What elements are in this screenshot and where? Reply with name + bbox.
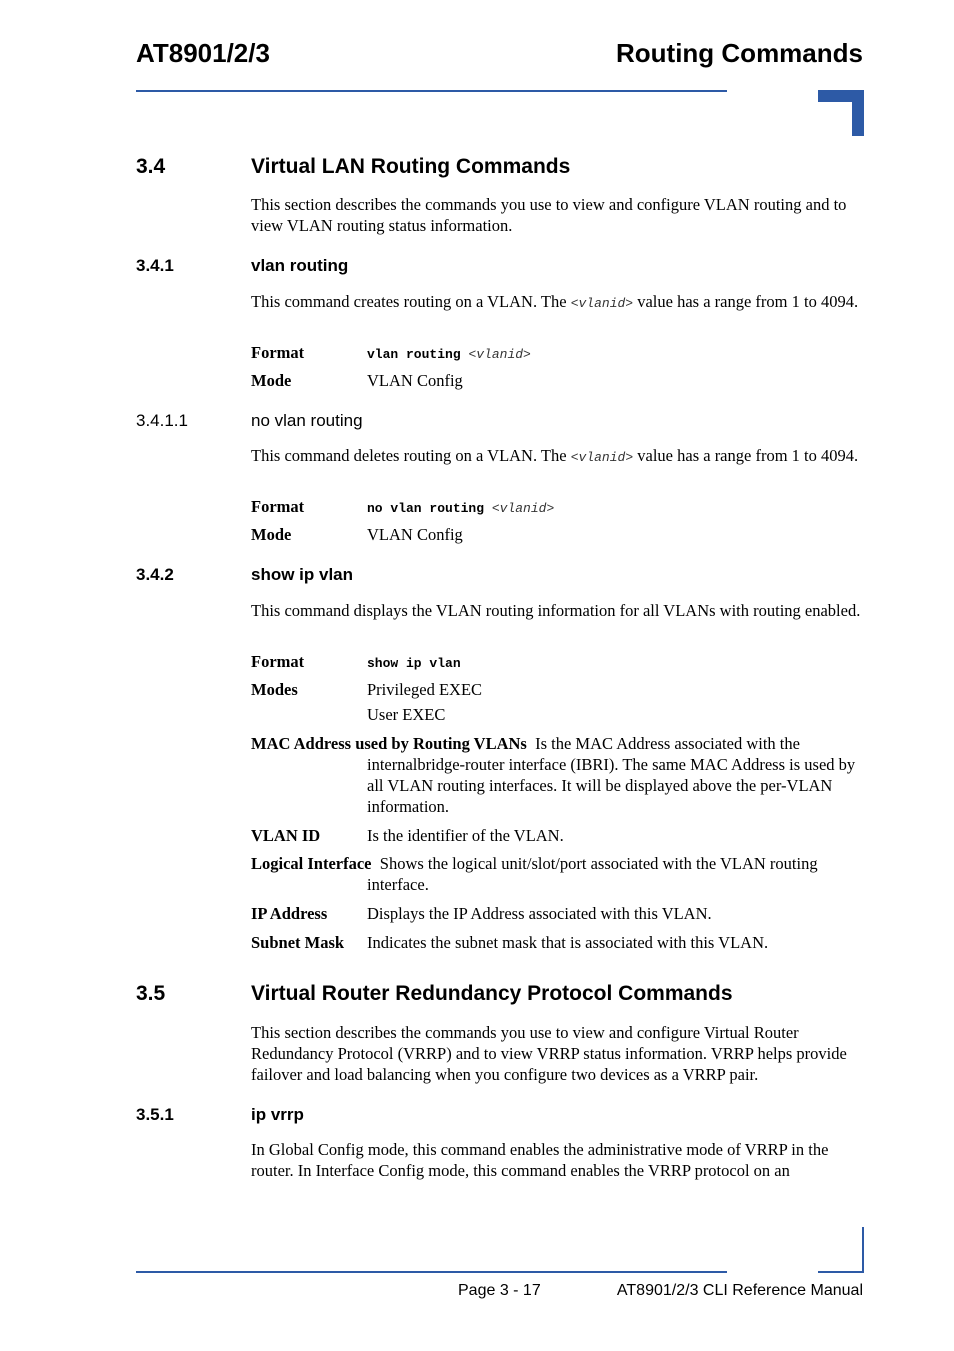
- page-number: Page 3 - 17: [458, 1282, 541, 1299]
- subsection-number: 3.5.1: [136, 1105, 174, 1124]
- format-syntax: no vlan routing <vlanid>: [367, 501, 555, 516]
- subsubsection-title: no vlan routing: [251, 411, 363, 430]
- command-description: This command displays the VLAN routing information for all VLANs with routing enabled.: [251, 601, 861, 620]
- header-chapter: Routing Commands: [616, 38, 863, 68]
- field-def: Is the identifier of the VLAN.: [367, 826, 564, 845]
- field-def: Displays the IP Address associated with this VLAN.: [367, 904, 712, 923]
- field-term: VLAN ID: [251, 826, 321, 845]
- corner-mark-top: [818, 90, 864, 136]
- subsection-title: ip vrrp: [251, 1105, 304, 1124]
- field-term: IP Address: [251, 904, 328, 923]
- section-title: Virtual LAN Routing Commands: [251, 155, 571, 178]
- mode-value: VLAN Config: [367, 371, 463, 390]
- format-label: Format: [251, 652, 305, 671]
- command-description: This command deletes routing on a VLAN. The <vlanid> value has a range from 1 to 4094.: [251, 446, 859, 465]
- subsection-number: 3.4.1: [136, 256, 174, 275]
- format-label: Format: [251, 343, 305, 362]
- subsection-title: show ip vlan: [251, 565, 354, 584]
- section-intro: This section describes the commands you use to view and configure Virtual Router Redundancy Protocol (VRRP) and to view VRRP status information. VRRP helps provide failover and load balancing when you configure two devices as a VRRP pair.: [251, 1023, 847, 1084]
- subsection-number: 3.4.2: [136, 565, 174, 584]
- subsection-title: vlan routing: [251, 256, 349, 275]
- section-number: 3.4: [136, 155, 166, 178]
- format-syntax: show ip vlan: [367, 656, 461, 671]
- section-number: 3.5: [136, 982, 166, 1005]
- command-description: This command creates routing on a VLAN. The <vlanid> value has a range from 1 to 4094.: [251, 292, 859, 311]
- manual-title: AT8901/2/3 CLI Reference Manual: [616, 1282, 863, 1299]
- section-intro: This section describes the commands you use to view and configure VLAN routing and to view VLAN routing status information.: [251, 195, 847, 235]
- header-product: AT8901/2/3: [136, 38, 270, 68]
- modes-label: Modes: [251, 680, 298, 699]
- field-term: Subnet Mask: [251, 933, 345, 952]
- header-rule: [136, 90, 727, 92]
- section-title: Virtual Router Redundancy Protocol Commands: [251, 982, 733, 1005]
- modes-value: Privileged EXEC: [367, 680, 483, 699]
- command-description: In Global Config mode, this command enables the administrative mode of VRRP in the router. In Interface Config mode, this command enables the VRRP protocol on an: [251, 1140, 829, 1180]
- mode-value: VLAN Config: [367, 525, 463, 544]
- mode-label: Mode: [251, 371, 292, 390]
- mode-label: Mode: [251, 525, 292, 544]
- format-label: Format: [251, 497, 305, 516]
- footer-rule: [136, 1271, 727, 1273]
- field-def: Indicates the subnet mask that is associated with this VLAN.: [367, 933, 769, 952]
- corner-mark-bottom: [818, 1227, 864, 1273]
- format-syntax: vlan routing <vlanid>: [367, 347, 531, 362]
- modes-value: User EXEC: [367, 705, 446, 724]
- field-definition: MAC Address used by Routing VLANs Is the MAC Address associated with the internalbridge-router interface (IBRI). The same MAC Address is used by all VLAN routing interfaces. It will be displayed above the per-VLAN information.: [251, 734, 856, 816]
- field-definition: Logical Interface Shows the logical unit/slot/port associated with the VLAN routing interface.: [251, 854, 818, 894]
- subsubsection-number: 3.4.1.1: [136, 411, 188, 430]
